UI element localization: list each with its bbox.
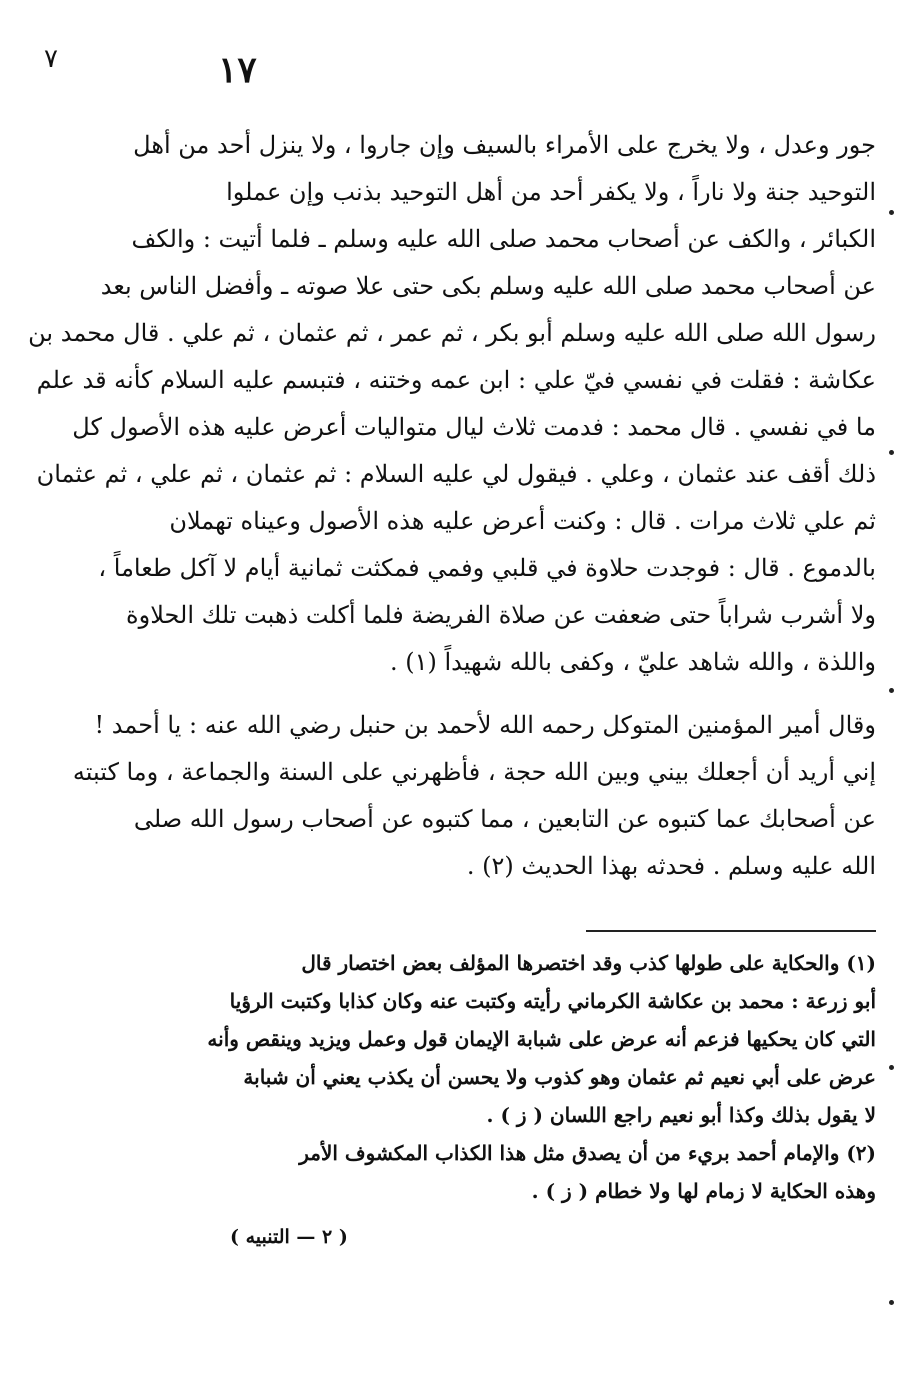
- text-line: وقال أمير المؤمنين المتوكل رحمه الله لأحمد بن حنبل رضي الله عنه : يا أحمد !: [94, 711, 876, 739]
- text-line: التوحيد جنة ولا ناراً ، ولا يكفر أحد من أهل التوحيد بذنب وإن عملوا: [226, 178, 876, 206]
- text-line: الله عليه وسلم . فحدثه بهذا الحديث (٢) .: [466, 852, 876, 880]
- text-line: الكبائر ، والكف عن أصحاب محمد صلى الله عليه وسلم ـ فلما أتيت : والكف: [131, 225, 876, 253]
- margin-dot: [889, 210, 894, 215]
- text-line: ذلك أقف عند عثمان ، وعلي . فيقول لي عليه السلام : ثم عثمان ، ثم علي ، ثم عثمان: [36, 460, 876, 488]
- text-line: جور وعدل ، ولا يخرج على الأمراء بالسيف وإن جاروا ، ولا ينزل أحد من أهل: [133, 131, 876, 159]
- text-line: عكاشة : فقلت في نفسي فيّ علي : ابن عمه وختنه ، فتبسم عليه السلام كأنه قد علم: [36, 366, 876, 394]
- text-line: ولا أشرب شراباً حتى ضعفت عن صلاة الفريضة فلما أكلت ذهبت تلك الحلاوة: [126, 601, 876, 629]
- footnotes-block: [186, 944, 876, 1210]
- main-text-block: [28, 122, 876, 890]
- footnote-line: وهذه الحكاية لا زمام لها ولا خطام ( ز ) .: [531, 1179, 876, 1203]
- footnote-line: (١) والحكاية على طولها كذب وقد اختصرها المؤلف بعض اختصار قال: [301, 951, 876, 975]
- text-line: رسول الله صلى الله عليه وسلم أبو بكر ، ثم عمر ، ثم عثمان ، ثم علي . قال محمد بن: [28, 319, 876, 347]
- text-line: ما في نفسي . قال محمد : فدمت ثلاث ليال متواليات أعرض عليه هذه الأصول كل: [72, 413, 876, 441]
- text-line: واللذة ، والله شاهد عليّ ، وكفى بالله شهيداً (١) .: [389, 648, 876, 676]
- page-number: ١٧: [218, 49, 257, 91]
- text-line: عن أصحابك عما كتبوه عن التابعين ، مما كتبوه عن أصحاب رسول الله صلى: [133, 805, 876, 833]
- signature-mark: ٧: [44, 44, 58, 74]
- text-line: ثم علي ثلاث مرات . قال : وكنت أعرض عليه هذه الأصول وعيناه تهملان: [169, 507, 876, 535]
- margin-dot: [889, 450, 894, 455]
- paragraph-gap: [186, 686, 876, 702]
- text-line: إني أريد أن أجعلك بيني وبين الله حجة ، فأظهرني على السنة والجماعة ، وما كتبته: [72, 758, 876, 786]
- footnote-line: التي كان يحكيها فزعم أنه عرض على شبابة الإيمان قول وعمل ويزيد وينقص وأنه: [207, 1027, 876, 1051]
- footnote-rule: [586, 930, 876, 932]
- margin-dot: [889, 688, 894, 693]
- text-line: عن أصحاب محمد صلى الله عليه وسلم بكى حتى علا صوته ـ وأفضل الناس بعد: [100, 272, 876, 300]
- margin-dot: [889, 1065, 894, 1070]
- printer-signature: ( ٢ — التنبيه ): [230, 1226, 348, 1248]
- footnote-line: أبو زرعة : محمد بن عكاشة الكرماني رأيته وكتبت عنه وكان كذابا وكتبت الرؤيا: [229, 989, 876, 1013]
- footnote-line: لا يقول بذلك وكذا أبو نعيم راجع اللسان ( ز ) .: [486, 1103, 876, 1127]
- footnote-line: (٢) والإمام أحمد بريء من أن يصدق مثل هذا الكذاب المكشوف الأمر: [299, 1141, 876, 1165]
- text-line: بالدموع . قال : فوجدت حلاوة في قلبي وفمي فمكثت ثمانية أيام لا آكل طعاماً ،: [98, 554, 876, 582]
- margin-dot: [889, 1300, 894, 1305]
- footnote-line: عرض على أبي نعيم ثم عثمان وهو كذوب ولا يحسن أن يكذب يعني أن شبابة: [243, 1065, 876, 1089]
